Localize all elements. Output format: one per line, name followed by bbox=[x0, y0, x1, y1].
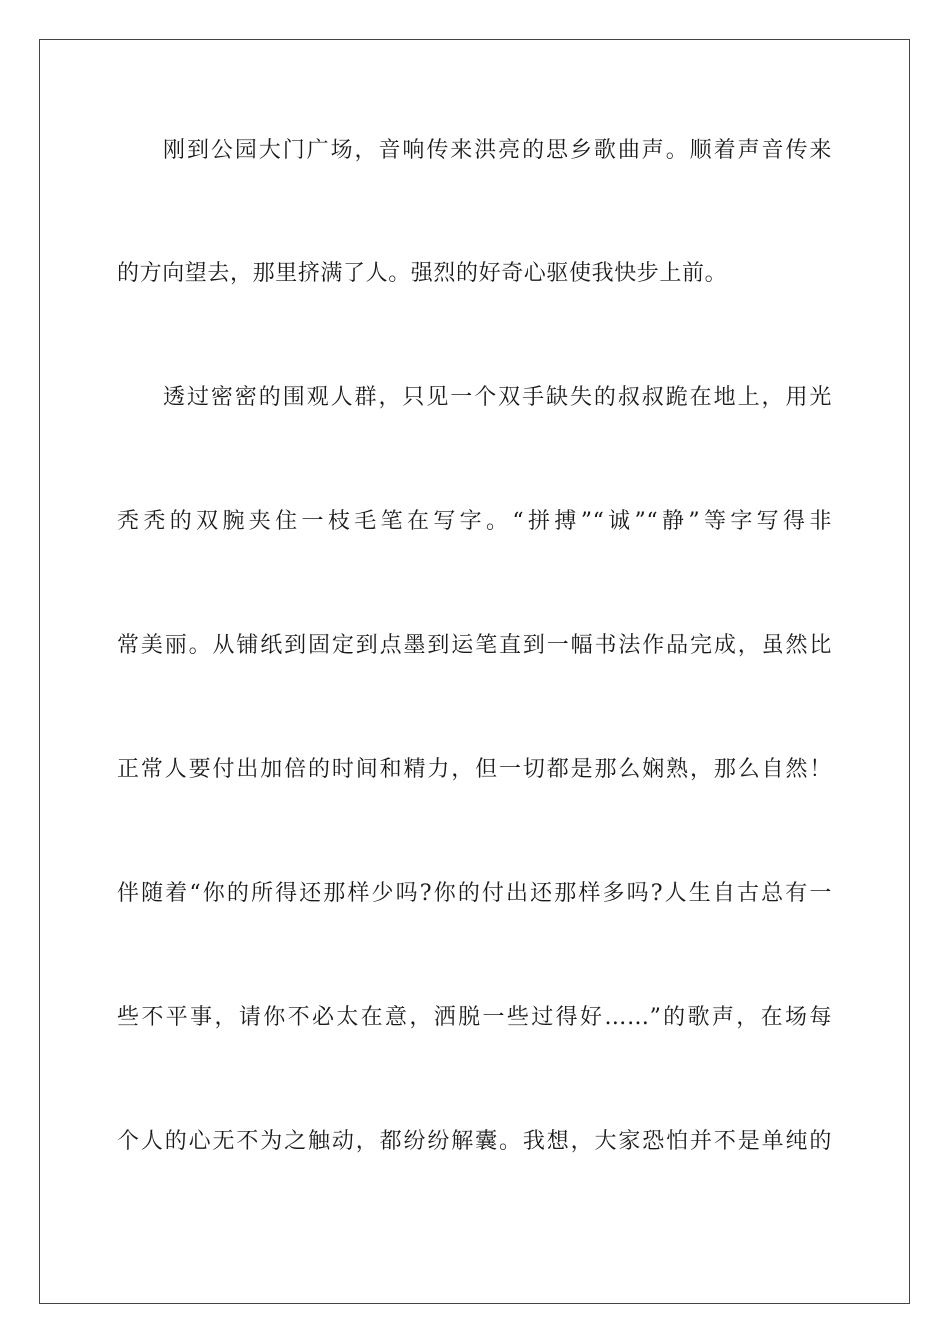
paragraph-2-line-4: 正常人要付出加倍的时间和精力，但一切都是那么娴熟，那么自然！ bbox=[117, 757, 832, 782]
paragraph-2-line-1: 透过密密的围观人群，只见一个双手缺失的叔叔跪在地上，用光 bbox=[163, 385, 832, 410]
paragraph-2-line-6: 些不平事，请你不必太在意，洒脱一些过得好……”的歌声，在场每 bbox=[117, 1005, 832, 1030]
paragraph-1-line-2: 的方向望去，那里挤满了人。强烈的好奇心驱使我快步上前。 bbox=[117, 261, 728, 286]
page-border bbox=[39, 39, 910, 1304]
paragraph-2-line-5: 伴随着“你的所得还那样少吗?你的付出还那样多吗?人生自古总有一 bbox=[117, 881, 832, 906]
paragraph-2-line-7: 个人的心无不为之触动，都纷纷解囊。我想，大家恐怕并不是单纯的 bbox=[117, 1129, 832, 1154]
paragraph-2-line-3: 常美丽。从铺纸到固定到点墨到运笔直到一幅书法作品完成，虽然比 bbox=[117, 633, 832, 658]
paragraph-2-line-2: 秃秃的双腕夹住一枝毛笔在写字。“拼搏”“诚”“静”等字写得非 bbox=[117, 509, 832, 534]
paragraph-1-line-1: 刚到公园大门广场，音响传来洪亮的思乡歌曲声。顺着声音传来 bbox=[163, 138, 832, 163]
